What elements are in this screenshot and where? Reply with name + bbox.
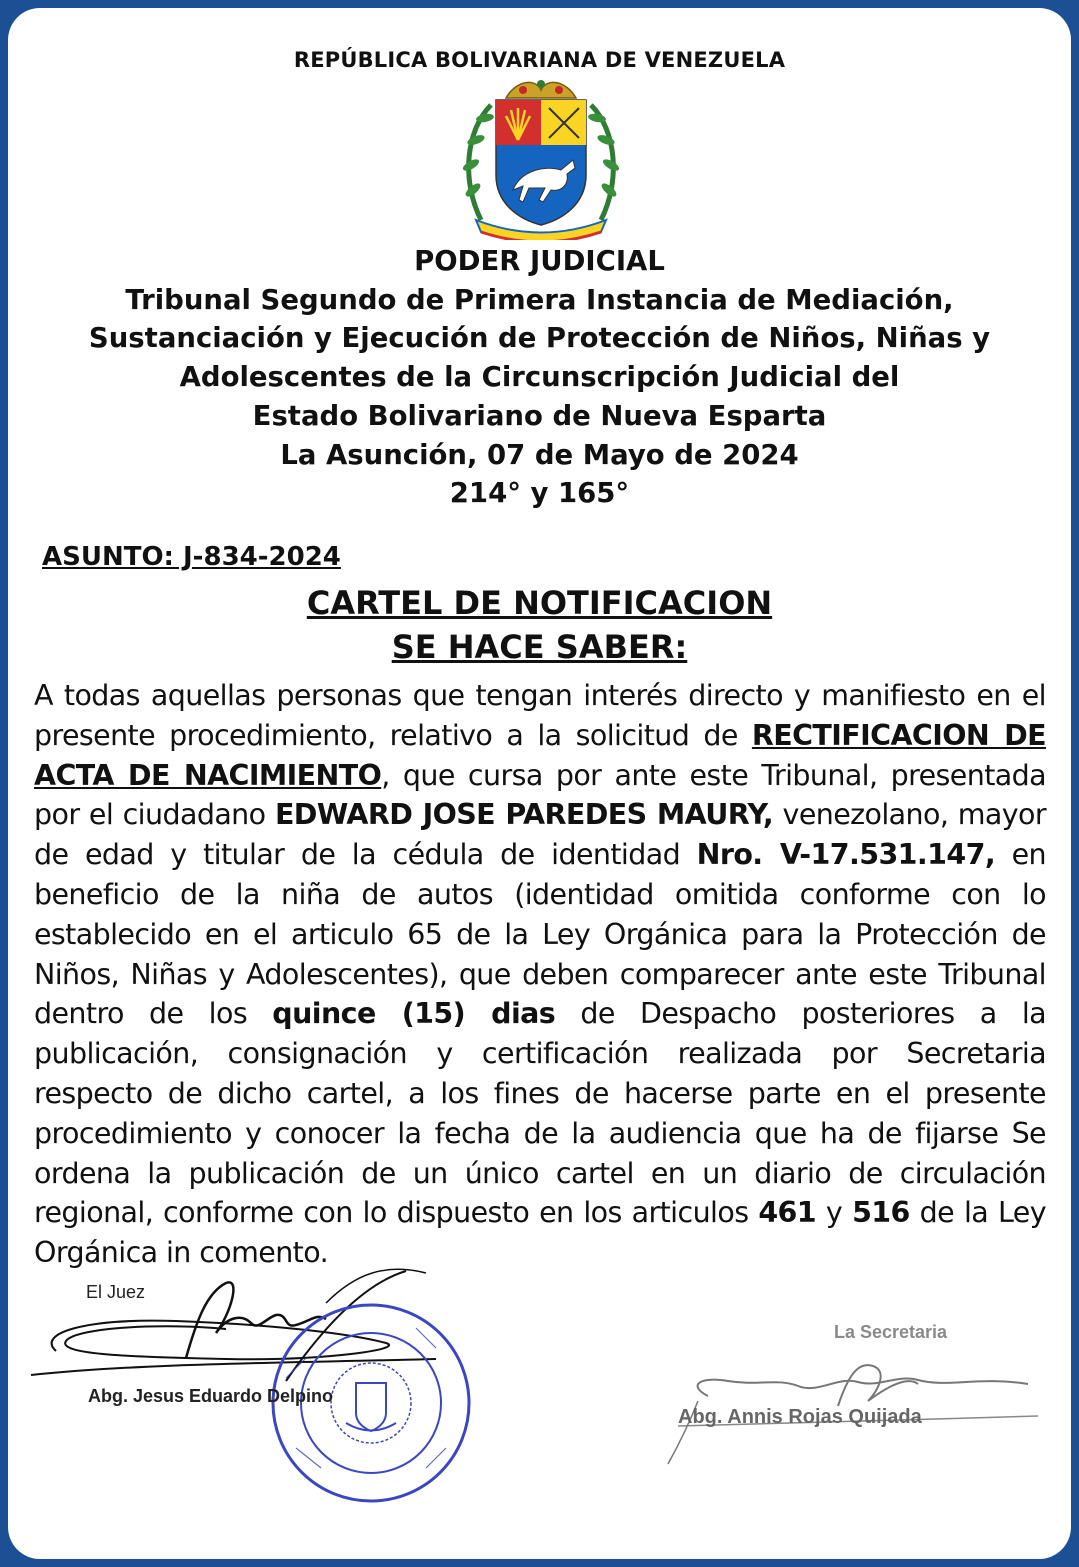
body-part-1: A todas aquellas personas que tengan interés directo y manifiesto en el presente procedimiento, relativo a la solicitud de (34, 679, 1046, 752)
body-part-3: venezolano, mayor de edad y titular de la cédula de identidad (34, 798, 1046, 872)
court-header (38, 242, 1041, 513)
notice-subtitle: SE HACE SABER: (391, 628, 688, 666)
applicant-name: EDWARD JOSE PAREDES MAURY, (274, 798, 774, 832)
body-part-6: y (816, 1196, 853, 1230)
body-part-7: de la Ley Orgánica in comento. (34, 1196, 1046, 1270)
court-line-1: Tribunal Segundo de Primera Instancia de Mediación, (125, 283, 954, 316)
court-line-3: Adolescentes de la Circunscripción Judicial del (179, 361, 900, 394)
judge-name: Abg. Jesus Eduardo Delpino (88, 1386, 334, 1406)
issue-date: La Asunción, 07 de Mayo de 2024 (280, 438, 799, 471)
country-heading: REPÚBLICA BOLIVARIANA DE VENEZUELA (293, 48, 786, 72)
secretary-title: La Secretaria (834, 1322, 948, 1342)
notice-card (8, 8, 1071, 1559)
id-number: Nro. V-17.531.147, (696, 838, 996, 872)
term-days: quince (15) dias (272, 997, 556, 1031)
request-type: RECTIFICACION DE ACTA DE NACIMIENTO (34, 718, 1047, 792)
notice-title: CARTEL DE NOTIFICACION (306, 584, 773, 622)
notice-body (34, 676, 1046, 1273)
body-part-4: en beneficio de la niña de autos (identidad omitida conforme con lo establecido en el articulo 65 de la Ley Orgánica para la Protección de Niños, Niñas y Adolescentes), que deben comparecer ante este Tribunal dentro de los (34, 838, 1046, 1031)
court-line-4: Estado Bolivariano de Nueva Esparta (252, 399, 827, 432)
years-line: 214° y 165° (449, 477, 630, 510)
branch-title: PODER JUDICIAL (414, 245, 665, 277)
article-461: 461 (758, 1196, 817, 1230)
case-number: ASUNTO: J-834-2024 (42, 542, 341, 572)
notice-title-block (8, 581, 1071, 669)
coat-of-arms-icon (451, 70, 631, 240)
body-part-2: , que cursa por ante este Tribunal, presentada por el ciudadano (34, 758, 1046, 832)
body-part-5: de Despacho posteriores a la publicación, consignación y certificación realizada por Secretaria respecto de dicho cartel, a los fines de hacerse parte en el presente procedimiento y conocer la fecha de la audiencia que ha de fijarse Se ordena la publicación de un único cartel en un diario de circulación regional, conforme con lo dispuesto en los articulos (34, 997, 1046, 1230)
secretary-name: Abg. Annis Rojas Quijada (678, 1406, 922, 1428)
court-line-2: Sustanciación y Ejecución de Protección de Niños, Niñas y (88, 322, 991, 355)
article-516: 516 (852, 1196, 910, 1230)
judge-title: El Juez (86, 1282, 146, 1302)
